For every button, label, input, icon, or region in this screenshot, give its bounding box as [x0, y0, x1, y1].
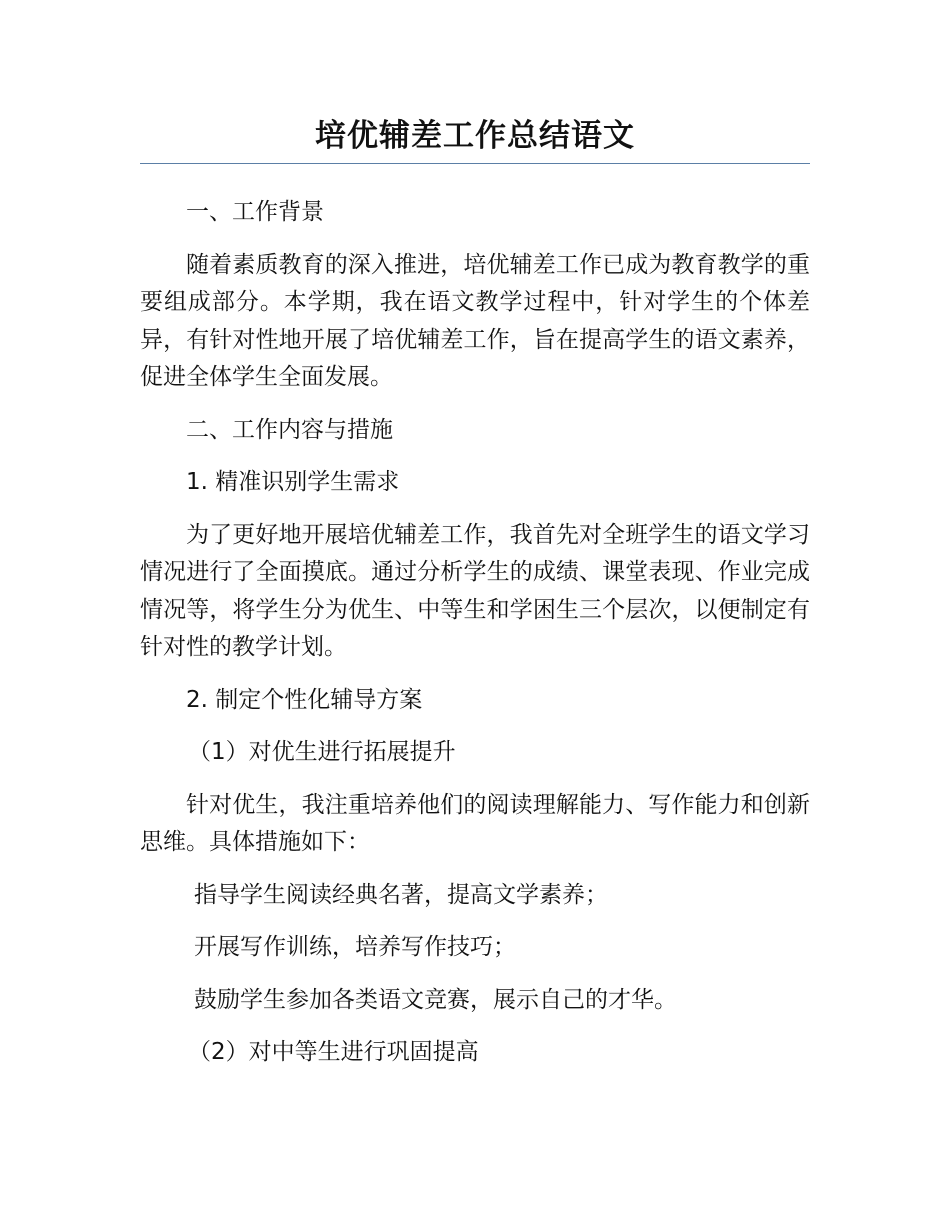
paragraph-identify-needs: 为了更好地开展培优辅差工作，我首先对全班学生的语文学习情况进行了全面摸底。通过分析学生的成绩、课堂表现、作业完成情况等，将学生分为优生、中等生和学困生三个层次，以便制定有针对性的教学计划。: [140, 521, 810, 660]
sub-heading-middle-students: （2）对中等生进行巩固提高: [188, 1039, 479, 1065]
document-body: [140, 194, 810, 1087]
list-item: 开展写作训练，培养写作技巧；: [194, 934, 516, 960]
section-heading-measures: 二、工作内容与措施: [186, 416, 393, 443]
list-item: 指导学生阅读经典名著，提高文学素养；: [194, 881, 608, 908]
section-heading-background: 一、工作背景: [186, 199, 324, 225]
paragraph-top-students: 针对优生，我注重培养他们的阅读理解能力、写作能力和创新思维。具体措施如下：: [140, 791, 810, 855]
paragraph-background: 随着素质教育的深入推进，培优辅差工作已成为教育教学的重要组成部分。本学期，我在语文教学过程中，针对学生的个体差异，有针对性地开展了培优辅差工作，旨在提高学生的语文素养，促进全体学生全面发展。: [140, 251, 810, 390]
document-title: 培优辅差工作总结语文: [315, 118, 635, 154]
sub-heading-top-students: （1）对优生进行拓展提升: [188, 739, 456, 765]
title-underline: [140, 163, 810, 164]
item-heading-identify-needs: 1. 精准识别学生需求: [186, 469, 400, 495]
list-item: 鼓励学生参加各类语文竞赛，展示自己的才华。: [194, 986, 677, 1013]
item-heading-personalized-plan: 2. 制定个性化辅导方案: [186, 686, 423, 713]
